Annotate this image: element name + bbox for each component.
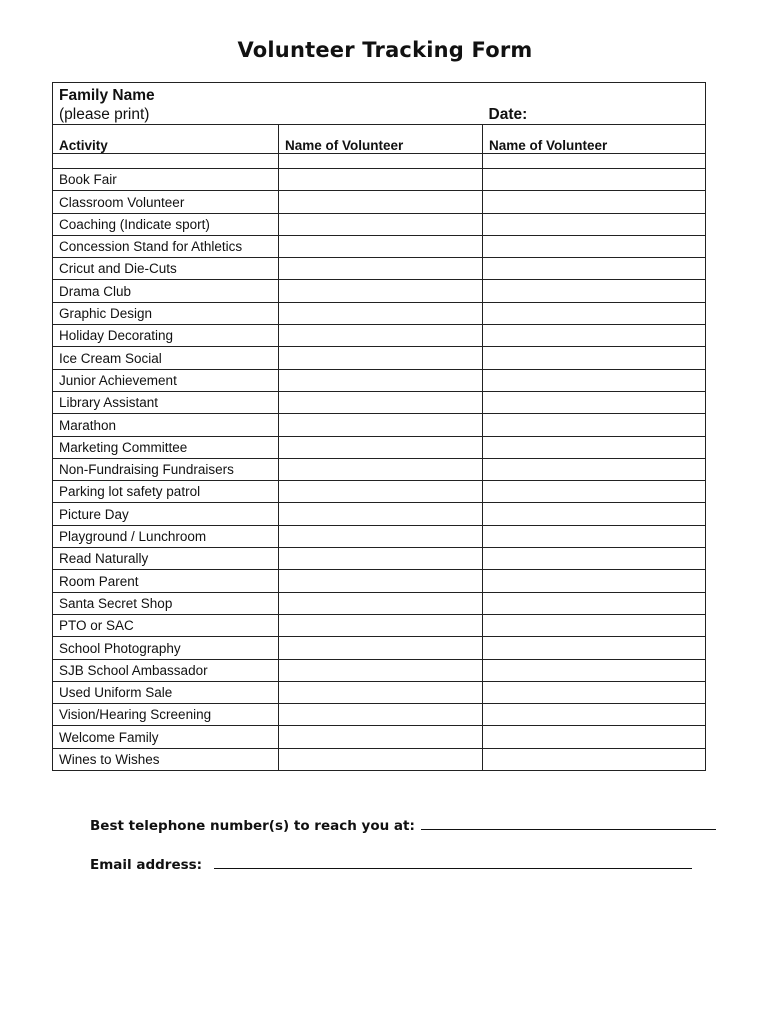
activity-row [53,525,706,547]
volunteer-name-cell-2[interactable] [483,235,706,257]
volunteer-name-cell-2[interactable] [483,436,706,458]
activity-label: Drama Club [53,280,279,302]
activity-row [53,325,706,347]
volunteer-name-cell-2[interactable] [483,258,706,280]
activity-label: Graphic Design [53,302,279,324]
activity-row [53,704,706,726]
date-cell[interactable] [483,83,706,125]
activity-row [53,548,706,570]
activity-row [53,726,706,748]
activity-row [53,481,706,503]
volunteer-name-cell-1[interactable] [279,347,483,369]
volunteer-name-cell-1[interactable] [279,235,483,257]
activity-label: Library Assistant [53,391,279,413]
volunteer-name-cell-1[interactable] [279,258,483,280]
activity-label: Picture Day [53,503,279,525]
email-input-line[interactable] [214,854,692,869]
activity-label: PTO or SAC [53,614,279,636]
volunteer-name-cell-2[interactable] [483,191,706,213]
volunteer-name-cell-1[interactable] [279,570,483,592]
volunteer-name-cell-1[interactable] [279,369,483,391]
activity-label: Cricut and Die-Cuts [53,258,279,280]
volunteer-name-cell-2[interactable] [483,347,706,369]
activity-row [53,748,706,770]
activity-label: SJB School Ambassador [53,659,279,681]
column-header-activity: Activity [53,125,279,154]
family-name-row [53,83,706,125]
blank-cell [53,154,279,169]
activity-label: Used Uniform Sale [53,681,279,703]
volunteer-name-cell-2[interactable] [483,458,706,480]
volunteer-name-cell-2[interactable] [483,525,706,547]
volunteer-name-cell-2[interactable] [483,213,706,235]
activity-row [53,414,706,436]
volunteer-name-cell-1[interactable] [279,726,483,748]
volunteer-name-cell-1[interactable] [279,481,483,503]
volunteer-name-cell-2[interactable] [483,280,706,302]
activity-row [53,659,706,681]
activity-label: Room Parent [53,570,279,592]
email-label: Email address: [90,857,203,873]
activity-label: Santa Secret Shop [53,592,279,614]
volunteer-name-cell-2[interactable] [483,637,706,659]
volunteer-name-cell-1[interactable] [279,525,483,547]
volunteer-name-cell-2[interactable] [483,414,706,436]
activity-label: Holiday Decorating [53,325,279,347]
activity-row [53,503,706,525]
volunteer-name-cell-2[interactable] [483,391,706,413]
activity-row [53,169,706,191]
volunteer-name-cell-2[interactable] [483,704,706,726]
volunteer-name-cell-1[interactable] [279,458,483,480]
activity-row [53,436,706,458]
family-name-label: Family Name [59,87,155,104]
volunteer-name-cell-1[interactable] [279,213,483,235]
activity-label: Coaching (Indicate sport) [53,213,279,235]
volunteer-name-cell-2[interactable] [483,481,706,503]
activity-label: Non-Fundraising Fundraisers [53,458,279,480]
volunteer-name-cell-1[interactable] [279,614,483,636]
email-field [90,854,692,873]
volunteer-name-cell-2[interactable] [483,659,706,681]
volunteer-name-cell-1[interactable] [279,414,483,436]
activity-label: Marketing Committee [53,436,279,458]
volunteer-name-cell-2[interactable] [483,726,706,748]
family-name-hint: (please print) [59,106,150,123]
volunteer-name-cell-1[interactable] [279,592,483,614]
phone-label: Best telephone number(s) to reach you at: [90,818,415,834]
column-header-row [53,125,706,154]
activity-row [53,302,706,324]
activity-row [53,637,706,659]
volunteer-name-cell-2[interactable] [483,748,706,770]
column-header-volunteer-2: Name of Volunteer [483,125,706,154]
column-header-volunteer-1: Name of Volunteer [279,125,483,154]
volunteer-name-cell-2[interactable] [483,369,706,391]
activity-row [53,258,706,280]
activity-row [53,570,706,592]
volunteer-name-cell-2[interactable] [483,548,706,570]
blank-row [53,154,706,169]
activity-label: Ice Cream Social [53,347,279,369]
activity-label: Junior Achievement [53,369,279,391]
volunteer-name-cell-2[interactable] [483,325,706,347]
activity-row [53,681,706,703]
blank-cell[interactable] [483,154,706,169]
form-title: Volunteer Tracking Form [237,38,533,62]
volunteer-name-cell-2[interactable] [483,681,706,703]
volunteer-name-cell-1[interactable] [279,436,483,458]
activity-label: School Photography [53,637,279,659]
volunteer-name-cell-1[interactable] [279,325,483,347]
volunteer-name-cell-2[interactable] [483,169,706,191]
volunteer-name-cell-1[interactable] [279,503,483,525]
activity-row [53,369,706,391]
volunteer-name-cell-1[interactable] [279,681,483,703]
activity-label: Read Naturally [53,548,279,570]
volunteer-name-cell-1[interactable] [279,659,483,681]
family-name-cell[interactable] [53,83,483,125]
volunteer-name-cell-1[interactable] [279,548,483,570]
volunteer-name-cell-1[interactable] [279,391,483,413]
phone-field [90,815,716,834]
activity-row [53,614,706,636]
activity-row [53,458,706,480]
volunteer-name-cell-1[interactable] [279,748,483,770]
volunteer-name-cell-1[interactable] [279,191,483,213]
date-label: Date: [488,106,528,123]
volunteer-name-cell-1[interactable] [279,302,483,324]
volunteer-name-cell-1[interactable] [279,280,483,302]
activity-row [53,191,706,213]
activity-label: Parking lot safety patrol [53,481,279,503]
activity-row [53,235,706,257]
activity-label: Classroom Volunteer [53,191,279,213]
activity-label: Vision/Hearing Screening [53,704,279,726]
volunteer-name-cell-2[interactable] [483,302,706,324]
activity-row [53,280,706,302]
volunteer-name-cell-2[interactable] [483,570,706,592]
activity-label: Welcome Family [53,726,279,748]
activity-label: Marathon [53,414,279,436]
activity-row [53,213,706,235]
activity-row [53,592,706,614]
volunteer-name-cell-2[interactable] [483,503,706,525]
volunteer-name-cell-1[interactable] [279,637,483,659]
volunteer-name-cell-1[interactable] [279,169,483,191]
phone-input-line[interactable] [421,815,716,830]
blank-cell[interactable] [279,154,483,169]
activity-label: Wines to Wishes [53,748,279,770]
activity-label: Book Fair [53,169,279,191]
activity-label: Playground / Lunchroom [53,525,279,547]
activity-label: Concession Stand for Athletics [53,235,279,257]
volunteer-name-cell-2[interactable] [483,592,706,614]
activity-row [53,391,706,413]
volunteer-table [52,82,706,771]
volunteer-name-cell-1[interactable] [279,704,483,726]
activity-row [53,347,706,369]
volunteer-name-cell-2[interactable] [483,614,706,636]
